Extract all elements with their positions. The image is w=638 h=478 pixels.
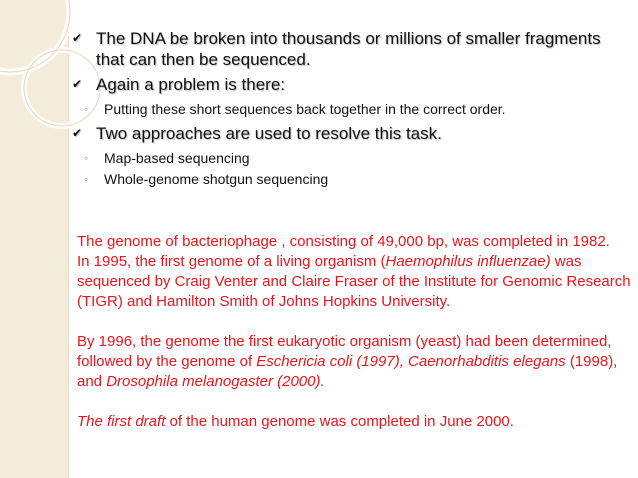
emphasis-text: The first draft bbox=[77, 413, 166, 430]
organism-name: Eschericia coli (1997), bbox=[256, 353, 404, 370]
history-notes bbox=[77, 232, 632, 432]
organism-name: Drosophila melanogaster (2000). bbox=[106, 373, 325, 390]
note-paragraph: The first draft of the human genome was completed in June 2000. bbox=[77, 413, 514, 430]
check-mark-icon: ✔ bbox=[72, 31, 83, 45]
bullet-item bbox=[72, 74, 632, 95]
circle-bullet-icon: ◦ bbox=[84, 151, 89, 165]
sub-bullet-item bbox=[84, 149, 632, 167]
check-mark-icon: ✔ bbox=[72, 126, 83, 140]
bullet-item bbox=[72, 28, 632, 70]
check-mark-icon: ✔ bbox=[72, 77, 83, 91]
note-paragraph: The genome of bacteriophage , consisting of 49,000 bp, was completed in 1982. bbox=[77, 233, 610, 250]
sub-bullet-text: Putting these short sequences back together in the correct order. bbox=[104, 101, 506, 117]
paragraph-spacer bbox=[77, 312, 632, 332]
circle-bullet-icon: ◦ bbox=[84, 172, 89, 186]
sub-bullet-item bbox=[84, 170, 632, 188]
organism-name: Haemophilus influenzae) bbox=[385, 253, 551, 270]
bullet-text: Two approaches are used to resolve this task. bbox=[96, 124, 442, 143]
note-paragraph: In 1995, the first genome of a living organism (Haemophilus influenzae) was sequenced by Craig Venter and Claire Fraser of the Institute for Genomic Research (TIGR) and Hamilton Smith of Johns Hopkins University. bbox=[77, 253, 631, 310]
circle-bullet-icon: ◦ bbox=[84, 102, 89, 116]
bullet-item bbox=[72, 123, 632, 144]
bullet-list bbox=[72, 28, 632, 188]
paragraph-spacer bbox=[77, 392, 632, 412]
bullet-text: The DNA be broken into thousands or millions of smaller fragments that can then be sequenced. bbox=[96, 29, 601, 69]
sub-bullet-text: Map-based sequencing bbox=[104, 150, 250, 166]
sub-bullet-text: Whole-genome shotgun sequencing bbox=[104, 171, 329, 187]
sub-bullet-item bbox=[84, 100, 632, 118]
note-paragraph: By 1996, the genome the first eukaryotic organism (yeast) had been determined, followed by the genome of Eschericia coli (1997), Caenorhabditis elegans (1998), and Drosophila melanogaster (2000). bbox=[77, 333, 618, 390]
bullet-text: Again a problem is there: bbox=[96, 75, 285, 94]
organism-name: Caenorhabditis elegans bbox=[408, 353, 566, 370]
